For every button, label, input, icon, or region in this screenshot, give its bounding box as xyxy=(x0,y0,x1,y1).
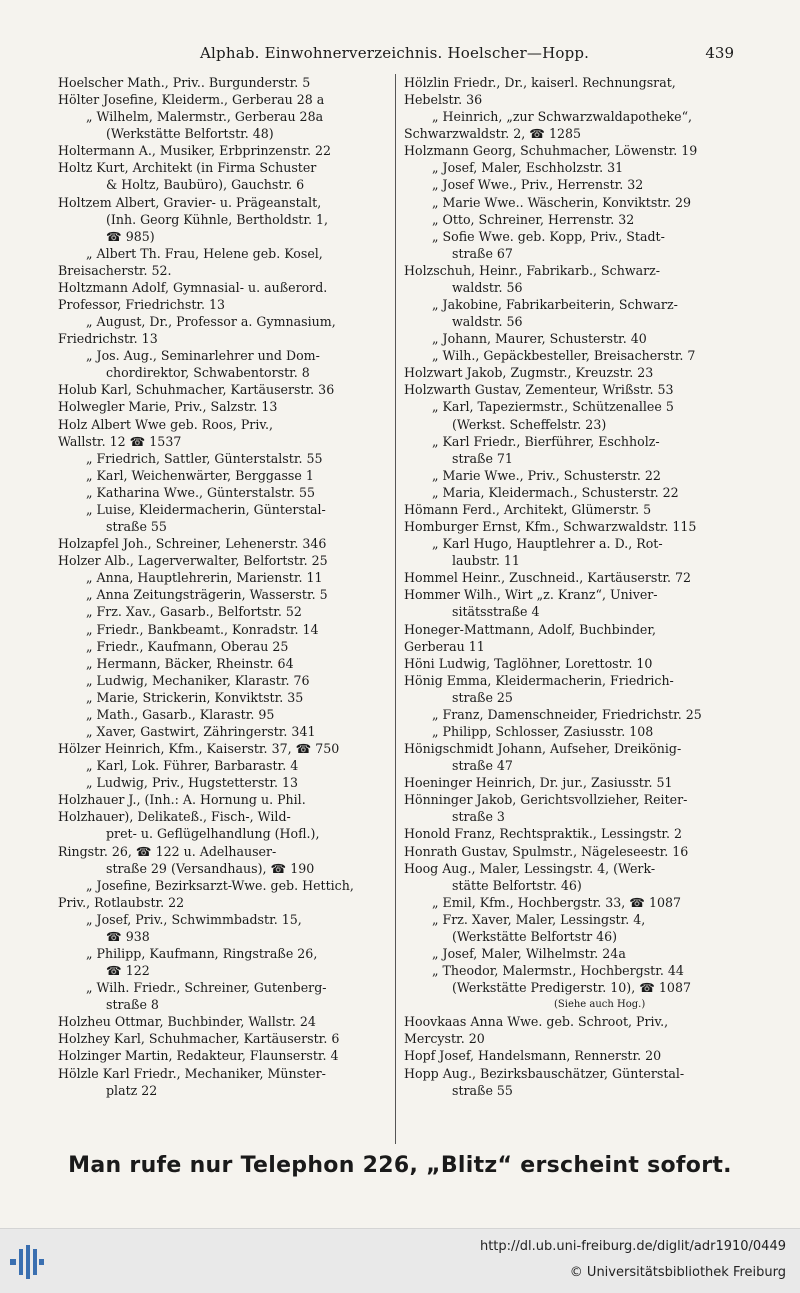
directory-line: „ Heinrich, „zur Schwarzwaldapotheke“, xyxy=(432,109,693,125)
footer-advertisement: Man rufe nur Telephon 226, „Blitz“ erscheint sofort. xyxy=(68,1153,732,1178)
directory-line: Hölter Josefine, Kleiderm., Gerberau 28 a xyxy=(58,92,325,108)
directory-line: „ Josef, Priv., Schwimmbadstr. 15, xyxy=(86,911,302,927)
page-header xyxy=(0,44,800,68)
directory-line: Hommer Wilh., Wirt „z. Kranz“, Univer- xyxy=(404,587,658,603)
directory-line: ☎ 985) xyxy=(106,228,155,244)
directory-line: „ Katharina Wwe., Günterstalstr. 55 xyxy=(86,484,316,500)
directory-line: Hoovkaas Anna Wwe. geb. Schroot, Priv., xyxy=(404,1014,669,1030)
directory-line: „ Philipp, Schlosser, Zasiusstr. 108 xyxy=(432,723,654,739)
directory-line: ☎ 938 xyxy=(106,928,150,944)
directory-line: (Werkst. Scheffelstr. 23) xyxy=(452,416,607,432)
directory-line: Hopp Aug., Bezirksbauschätzer, Günterstal- xyxy=(404,1065,685,1081)
directory-line: „ Karl, Tapeziermstr., Schützenallee 5 xyxy=(432,399,674,415)
directory-line: „ Xaver, Gastwirt, Zähringerstr. 341 xyxy=(86,723,316,739)
page-number: 439 xyxy=(705,44,734,62)
directory-line: Holzhauer J., (Inh.: A. Hornung u. Phil. xyxy=(58,792,306,808)
directory-line: Holtzmann Adolf, Gymnasial- u. außerord. xyxy=(58,279,328,295)
directory-line: Holzapfel Joh., Schreiner, Lehenerstr. 346 xyxy=(58,536,327,552)
directory-line: Holz Albert Wwe geb. Roos, Priv., xyxy=(58,416,273,432)
directory-line: Schwarzwaldstr. 2, ☎ 1285 xyxy=(404,126,582,142)
directory-line: (Siehe auch Hog.) xyxy=(554,999,646,1011)
directory-line: „ Marie Wwe., Priv., Schusterstr. 22 xyxy=(432,467,661,483)
directory-line: Hömann Ferd., Architekt, Glümerstr. 5 xyxy=(404,501,652,517)
directory-line: „ Karl Friedr., Bierführer, Eschholz- xyxy=(432,433,660,449)
directory-line: Honold Franz, Rechtspraktik., Lessingstr. 2 xyxy=(404,826,683,842)
directory-line: straße 8 xyxy=(106,997,159,1013)
directory-line: Hoog Aug., Maler, Lessingstr. 4, (Werk- xyxy=(404,860,656,876)
directory-column-left xyxy=(58,74,398,1099)
directory-line: Holzschuh, Heinr., Fabrikarb., Schwarz- xyxy=(404,262,661,278)
directory-line: „ Luise, Kleidermacherin, Günterstal- xyxy=(86,501,326,517)
directory-line: Holzwart Jakob, Zugmstr., Kreuzstr. 23 xyxy=(404,365,654,381)
directory-line: Holtermann A., Musiker, Erbprinzenstr. 22 xyxy=(58,143,332,159)
directory-line: „ Anna Zeitungsträgerin, Wasserstr. 5 xyxy=(86,587,328,603)
directory-line: „ Frz. Xaver, Maler, Lessingstr. 4, xyxy=(432,911,646,927)
directory-line: platz 22 xyxy=(106,1082,158,1098)
directory-line: Ringstr. 26, ☎ 122 u. Adelhauser- xyxy=(58,843,277,859)
directory-line: „ Frz. Xav., Gasarb., Belfortstr. 52 xyxy=(86,604,302,620)
directory-line: „ Otto, Schreiner, Herrenstr. 32 xyxy=(432,211,635,227)
directory-line: „ Wilh. Friedr., Schreiner, Gutenberg- xyxy=(86,980,327,996)
directory-line: „ August, Dr., Professor a. Gymnasium, xyxy=(86,314,336,330)
directory-line: Honeger-Mattmann, Adolf, Buchbinder, xyxy=(404,621,656,637)
directory-line: „ Jakobine, Fabrikarbeiterin, Schwarz- xyxy=(432,297,678,313)
directory-line: stätte Belfortstr. 46) xyxy=(452,877,582,893)
directory-line: Höni Ludwig, Taglöhner, Lorettostr. 10 xyxy=(404,655,653,671)
directory-line: (Inh. Georg Kühnle, Bertholdstr. 1, xyxy=(106,211,329,227)
directory-line: straße 25 xyxy=(452,689,513,705)
directory-line: „ Friedr., Kaufmann, Oberau 25 xyxy=(86,638,289,654)
directory-line: „ Math., Gasarb., Klarastr. 95 xyxy=(86,706,275,722)
directory-line: Hölzer Heinrich, Kfm., Kaiserstr. 37, ☎ 750 xyxy=(58,741,340,757)
directory-line: Holzhey Karl, Schuhmacher, Kartäuserstr. 6 xyxy=(58,1031,340,1047)
directory-column-right xyxy=(404,74,738,1099)
directory-line: Hoelscher Math., Priv.. Burgunderstr. 5 xyxy=(58,75,311,90)
directory-line: „ Wilh., Gepäckbesteller, Breisacherstr. 7 xyxy=(432,348,696,364)
directory-line: Holzheu Ottmar, Buchbinder, Wallstr. 24 xyxy=(58,1014,316,1030)
directory-line: „ Josef, Maler, Wilhelmstr. 24a xyxy=(432,945,626,961)
directory-line: „ Friedr., Bankbeamt., Konradstr. 14 xyxy=(86,621,319,637)
directory-line: pret- u. Geflügelhandlung (Hofl.), xyxy=(106,826,320,842)
directory-line: „ Wilhelm, Malermstr., Gerberau 28a xyxy=(86,109,324,125)
directory-line: „ Marie, Strickerin, Konviktstr. 35 xyxy=(86,689,304,705)
directory-line: „ Ludwig, Mechaniker, Klarastr. 76 xyxy=(86,672,310,688)
directory-line: Professor, Friedrichstr. 13 xyxy=(58,297,226,313)
directory-line: „ Friedrich, Sattler, Günterstalstr. 55 xyxy=(86,450,323,466)
copyright-notice: © Universitätsbibliothek Freiburg xyxy=(569,1265,786,1280)
running-title: Alphab. Einwohnerverzeichnis. Hoelscher—Hopp. xyxy=(200,44,590,62)
directory-line: straße 55 xyxy=(452,1082,513,1098)
directory-line: Hoeninger Heinrich, Dr. jur., Zasiusstr. 51 xyxy=(404,775,673,791)
directory-line: (Werkstätte Predigerstr. 10), ☎ 1087 xyxy=(452,980,691,996)
directory-line: „ Sofie Wwe. geb. Kopp, Priv., Stadt- xyxy=(432,228,665,244)
directory-line: Hölzle Karl Friedr., Mechaniker, Münster- xyxy=(58,1065,326,1081)
directory-line: Holwegler Marie, Priv., Salzstr. 13 xyxy=(58,399,278,415)
directory-line: Priv., Rotlaubstr. 22 xyxy=(58,894,185,910)
directory-line: „ Jos. Aug., Seminarlehrer und Dom- xyxy=(86,348,320,364)
directory-line: Hebelstr. 36 xyxy=(404,92,483,108)
ub-freiburg-logo-icon[interactable] xyxy=(10,1245,44,1279)
directory-line: „ Marie Wwe.. Wäscherin, Konviktstr. 29 xyxy=(432,194,692,210)
directory-line: Hopf Josef, Handelsmann, Rennerstr. 20 xyxy=(404,1048,662,1064)
directory-line: waldstr. 56 xyxy=(452,279,523,295)
directory-line: „ Josefine, Bezirksarzt-Wwe. geb. Hettich, xyxy=(86,877,354,893)
directory-line: straße 55 xyxy=(106,519,167,535)
directory-line: (Werkstätte Belfortstr 46) xyxy=(452,928,618,944)
directory-line: Holzmann Georg, Schuhmacher, Löwenstr. 19 xyxy=(404,143,698,159)
directory-line: „ Maria, Kleidermach., Schusterstr. 22 xyxy=(432,484,679,500)
directory-line: waldstr. 56 xyxy=(452,314,523,330)
directory-line: Hönig Emma, Kleidermacherin, Friedrich- xyxy=(404,672,674,688)
directory-line: Honrath Gustav, Spulmstr., Nägeleseestr. 16 xyxy=(404,843,689,859)
directory-line: Holtzem Albert, Gravier- u. Prägeanstalt, xyxy=(58,194,322,210)
directory-line: Hönninger Jakob, Gerichtsvollzieher, Reiter- xyxy=(404,792,688,808)
directory-line: Holzinger Martin, Redakteur, Flaunserstr. 4 xyxy=(58,1048,339,1064)
directory-line: „ Karl, Weichenwärter, Berggasse 1 xyxy=(86,467,314,483)
directory-line: „ Emil, Kfm., Hochbergstr. 33, ☎ 1087 xyxy=(432,894,682,910)
directory-line: straße 67 xyxy=(452,245,513,261)
directory-line: Holzer Alb., Lagerverwalter, Belfortstr. 25 xyxy=(58,553,328,569)
permalink-url[interactable]: http://dl.ub.uni-freiburg.de/diglit/adr1910/0449 xyxy=(479,1239,786,1254)
directory-line: Wallstr. 12 ☎ 1537 xyxy=(58,433,182,449)
directory-line: Hommel Heinr., Zuschneid., Kartäuserstr. 72 xyxy=(404,570,692,586)
directory-line: Gerberau 11 xyxy=(404,638,485,654)
viewer-footer-bar xyxy=(0,1228,800,1293)
column-divider xyxy=(395,74,396,1144)
directory-line: Hönigschmidt Johann, Aufseher, Dreikönig- xyxy=(404,741,682,757)
directory-line: laubstr. 11 xyxy=(452,553,520,569)
directory-line: sitätsstraße 4 xyxy=(452,604,540,620)
directory-line: „ Theodor, Malermstr., Hochbergstr. 44 xyxy=(432,963,684,979)
directory-line: „ Philipp, Kaufmann, Ringstraße 26, xyxy=(86,945,318,961)
directory-line: „ Josef Wwe., Priv., Herrenstr. 32 xyxy=(432,177,644,193)
directory-line: „ Karl, Lok. Führer, Barbarastr. 4 xyxy=(86,758,299,774)
directory-line: (Werkstätte Belfortstr. 48) xyxy=(106,126,274,142)
directory-line: chordirektor, Schwabentorstr. 8 xyxy=(106,365,310,381)
directory-line: Breisacherstr. 52. xyxy=(58,262,172,278)
directory-line: Holzhauer), Delikateß., Fisch-, Wild- xyxy=(58,809,291,825)
directory-line: „ Hermann, Bäcker, Rheinstr. 64 xyxy=(86,655,294,671)
directory-line: straße 3 xyxy=(452,809,505,825)
directory-line: Holtz Kurt, Architekt (in Firma Schuster xyxy=(58,160,317,176)
directory-line: Mercystr. 20 xyxy=(404,1031,485,1047)
directory-line: straße 71 xyxy=(452,450,513,466)
directory-line: Homburger Ernst, Kfm., Schwarzwaldstr. 115 xyxy=(404,519,697,535)
directory-line: straße 47 xyxy=(452,758,513,774)
directory-line: „ Josef, Maler, Eschholzstr. 31 xyxy=(432,160,624,176)
directory-line: „ Karl Hugo, Hauptlehrer a. D., Rot- xyxy=(432,536,663,552)
directory-line: Holzwarth Gustav, Zementeur, Wrißstr. 53 xyxy=(404,382,674,398)
directory-line: „ Johann, Maurer, Schusterstr. 40 xyxy=(432,331,647,347)
directory-line: „ Ludwig, Priv., Hugstetterstr. 13 xyxy=(86,775,299,791)
directory-line: Holub Karl, Schuhmacher, Kartäuserstr. 36 xyxy=(58,382,335,398)
directory-line: straße 29 (Versandhaus), ☎ 190 xyxy=(106,860,315,876)
directory-line: „ Franz, Damenschneider, Friedrichstr. 25 xyxy=(432,706,702,722)
directory-line: Hölzlin Friedr., Dr., kaiserl. Rechnungsrat, xyxy=(404,75,676,90)
directory-line: & Holtz, Baubüro), Gauchstr. 6 xyxy=(106,177,305,193)
directory-line: „ Albert Th. Frau, Helene geb. Kosel, xyxy=(86,245,323,261)
directory-line: ☎ 122 xyxy=(106,963,150,979)
directory-line: „ Anna, Hauptlehrerin, Marienstr. 11 xyxy=(86,570,323,586)
directory-line: Friedrichstr. 13 xyxy=(58,331,158,347)
